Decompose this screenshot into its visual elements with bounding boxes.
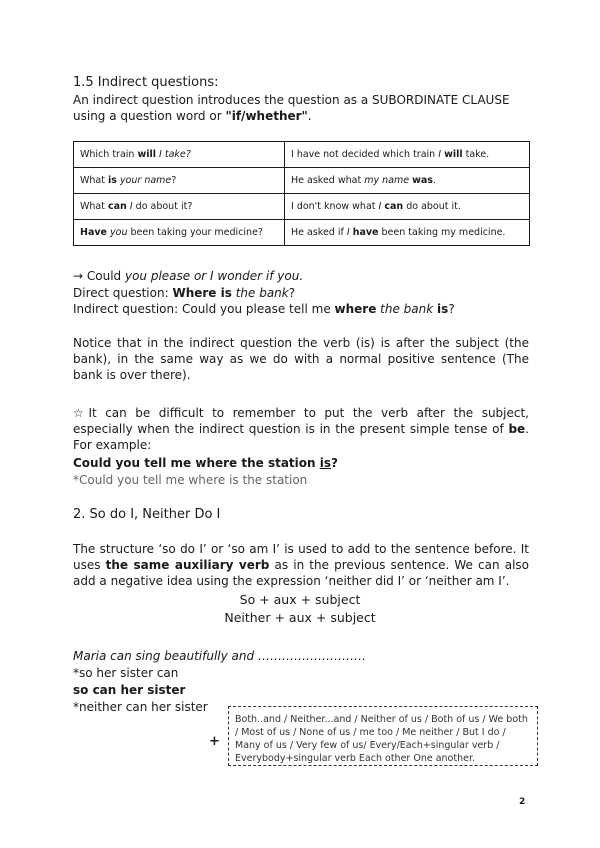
table-cell-direct: Which train will I take?	[74, 142, 285, 168]
table-row	[74, 220, 530, 246]
direct-question-line: Direct question: Where is the bank?	[73, 286, 296, 300]
formula-so: So + aux + subject	[239, 592, 361, 607]
page-number: 2	[519, 797, 526, 807]
expressions-text: Both..and / Neither...and / Neither of us / Both of us / We both / Most of us / None of us / me too / Me neither / But I do / Many of us / Very few of us/ Every/Each+singular verb / Everybody+singular verb Each other One another.	[235, 714, 528, 764]
table-cell-direct: What can I do about it?	[74, 194, 285, 220]
table-row	[74, 142, 530, 168]
intro-line-1: An indirect question introduces the question as a SUBORDINATE CLAUSE	[73, 93, 510, 107]
wrong-example: *Could you tell me where is the station	[73, 473, 308, 487]
table-row	[74, 168, 530, 194]
example-correct: so can her sister	[73, 683, 186, 697]
example-wrong-2: *neither can her sister	[73, 700, 208, 714]
example-prompt: Maria can sing beautifully and ………………………	[73, 649, 366, 663]
section-heading-indirect-questions: 1.5 Indirect questions:	[73, 75, 219, 90]
intro-line-2: using a question word or "if/whether".	[73, 109, 312, 123]
table-cell-direct: What is your name?	[74, 168, 285, 194]
plus-sign: +	[209, 734, 220, 749]
table-cell-indirect: I don't know what I can do about it.	[285, 194, 530, 220]
notice-paragraph: Notice that in the indirect question the verb (is) is after the subject (the bank), in the same way as we do with a normal positive sentence (The bank is over there).	[73, 336, 529, 382]
could-you-line: → Could you please or I wonder if you.	[73, 269, 304, 283]
star-paragraph: ☆It can be difficult to remember to put the verb after the subject, especially when the indirect question is in the present simple tense of be. For example:	[73, 406, 529, 452]
indirect-question-line: Indirect question: Could you please tell me where the bank is?	[73, 302, 455, 316]
formula-neither: Neither + aux + subject	[224, 610, 376, 625]
expressions-box	[228, 706, 538, 766]
table-cell-indirect: I have not decided which train I will take.	[285, 142, 530, 168]
indirect-questions-table	[73, 141, 530, 246]
example-wrong-1: *so her sister can	[73, 666, 179, 680]
table-cell-indirect: He asked if I have been taking my medicine.	[285, 220, 530, 246]
table-cell-direct: Have you been taking your medicine?	[74, 220, 285, 246]
correct-example: Could you tell me where the station is?	[73, 456, 338, 470]
table-row	[74, 194, 530, 220]
table-cell-indirect: He asked what my name was.	[285, 168, 530, 194]
section-heading-so-do-i: 2. So do I, Neither Do I	[73, 507, 221, 522]
structure-paragraph: The structure ‘so do I’ or ‘so am I’ is used to add to the sentence before. It uses the same auxiliary verb as in the previous sentence. We can also add a negative idea using the expression ‘neither did I’ or ‘neither am I’.	[73, 542, 530, 588]
